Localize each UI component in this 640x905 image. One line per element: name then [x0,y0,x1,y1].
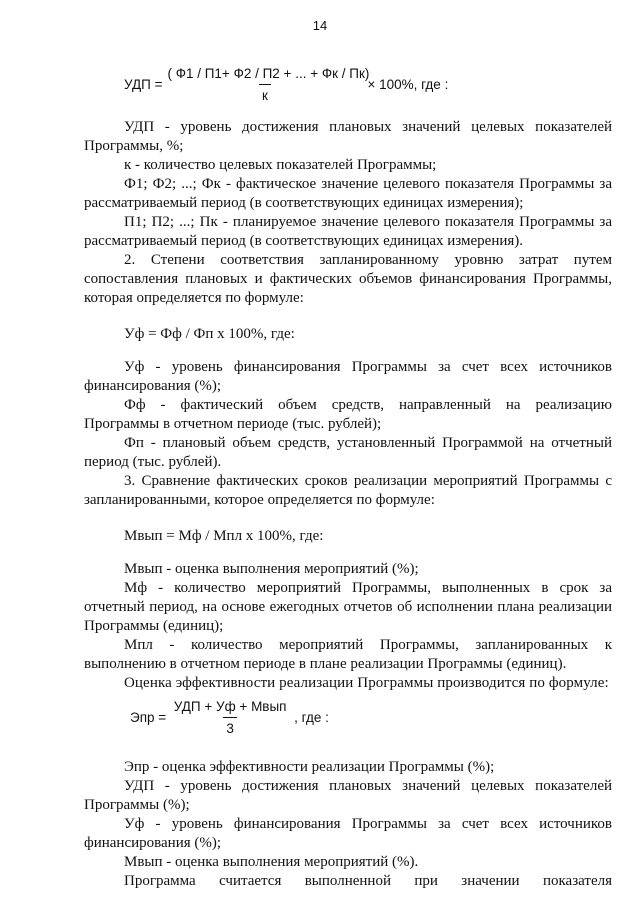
formula-udp-numerator: ( Ф1 / П1+ Ф2 / П2 + ... + Фк / Пк) [167,66,370,81]
paragraph-line: финансирования (%); [84,835,222,851]
formula-epr [130,697,329,738]
paragraph-line: 2. Степени соответствия запланированному уровню затрат путем [124,252,612,268]
paragraph-line: П1; П2; ...; Пк - планируемое значение целевого показателя Программы за [124,214,612,230]
paragraph-line: Эпр - оценка эффективности реализации Программы (%); [124,759,495,775]
formula-udp-denominator: к [259,84,271,105]
paragraph-line: Мвып - оценка выполнения мероприятий (%). [124,854,419,870]
paragraph-line: отчетный период, на основе ежегодных отчетов об исполнении плана реализации [84,599,612,615]
paragraph-line: Уф - уровень финансирования Программы за счет всех источников [124,359,612,375]
paragraph-line: к - количество целевых показателей Программы; [124,157,437,173]
paragraph-line: Оценка эффективности реализации Программы производится по формуле: [124,675,609,691]
paragraph-line: 3. Сравнение фактических сроков реализации мероприятий Программы с [124,473,612,489]
paragraph-line: УДП - уровень достижения плановых значений целевых показателей [124,119,612,135]
paragraph-line: Программы, %; [84,138,184,154]
paragraph-line: Программы (%); [84,797,190,813]
paragraph-line: Мф - количество мероприятий Программы, выполненных в срок за [124,580,612,596]
formula-udp-tail: × 100%, где : [367,77,449,92]
paragraph-line: Уф - уровень финансирования Программы за счет всех источников [124,816,612,832]
formula-epr-numerator: УДП + Уф + Мвып [173,699,287,714]
paragraph-line: УДП - уровень достижения плановых значений целевых показателей [124,778,612,794]
paragraph-line: Мвып - оценка выполнения мероприятий (%); [124,561,419,577]
paragraph-line: Мпл - количество мероприятий Программы, запланированных к [124,637,612,653]
paragraph-line: запланированными, которое определяется по формуле: [84,492,435,508]
paragraph-line: Фф - фактический объем средств, направленный на реализацию [124,397,612,413]
paragraph-line: сопоставления плановых и фактических объемов финансирования Программы, [84,271,612,287]
formula-udp [124,64,448,105]
formula-epr-lhs: Эпр = [130,710,167,725]
formula-mvyp: Мвып = Мф / Мпл х 100%, где: [124,528,324,544]
paragraph-line: Программы (единиц); [84,618,224,634]
formula-epr-tail: , где : [294,710,329,725]
paragraph-line: Ф1; Ф2; ...; Фк - фактическое значение целевого показателя Программы за [124,176,612,192]
formula-epr-fraction [168,697,292,738]
paragraph-line: Программа считается выполненной при значении показателя [124,873,612,889]
paragraph-line: Программы в отчетном периоде (тыс. рублей); [84,416,382,432]
paragraph-line: которая определяется по формуле: [84,290,304,306]
formula-udp-lhs: УДП = [124,77,163,92]
page-number: 14 [312,18,328,33]
formula-udp-fraction [164,64,370,105]
paragraph-line: финансирования (%); [84,378,222,394]
paragraph-line: рассматриваемый период (в соответствующих единицах измерения). [84,233,524,249]
formula-epr-denominator: 3 [223,717,237,738]
paragraph-line: выполнению в отчетном периоде в плане реализации Программы (единиц). [84,656,567,672]
paragraph-line: период (тыс. рублей). [84,454,222,470]
paragraph-line: Фп - плановый объем средств, установленный Программой на отчетный [124,435,612,451]
paragraph-line: рассматриваемый период (в соответствующих единицах измерения); [84,195,524,211]
formula-uf: Уф = Фф / Фп х 100%, где: [124,326,295,342]
